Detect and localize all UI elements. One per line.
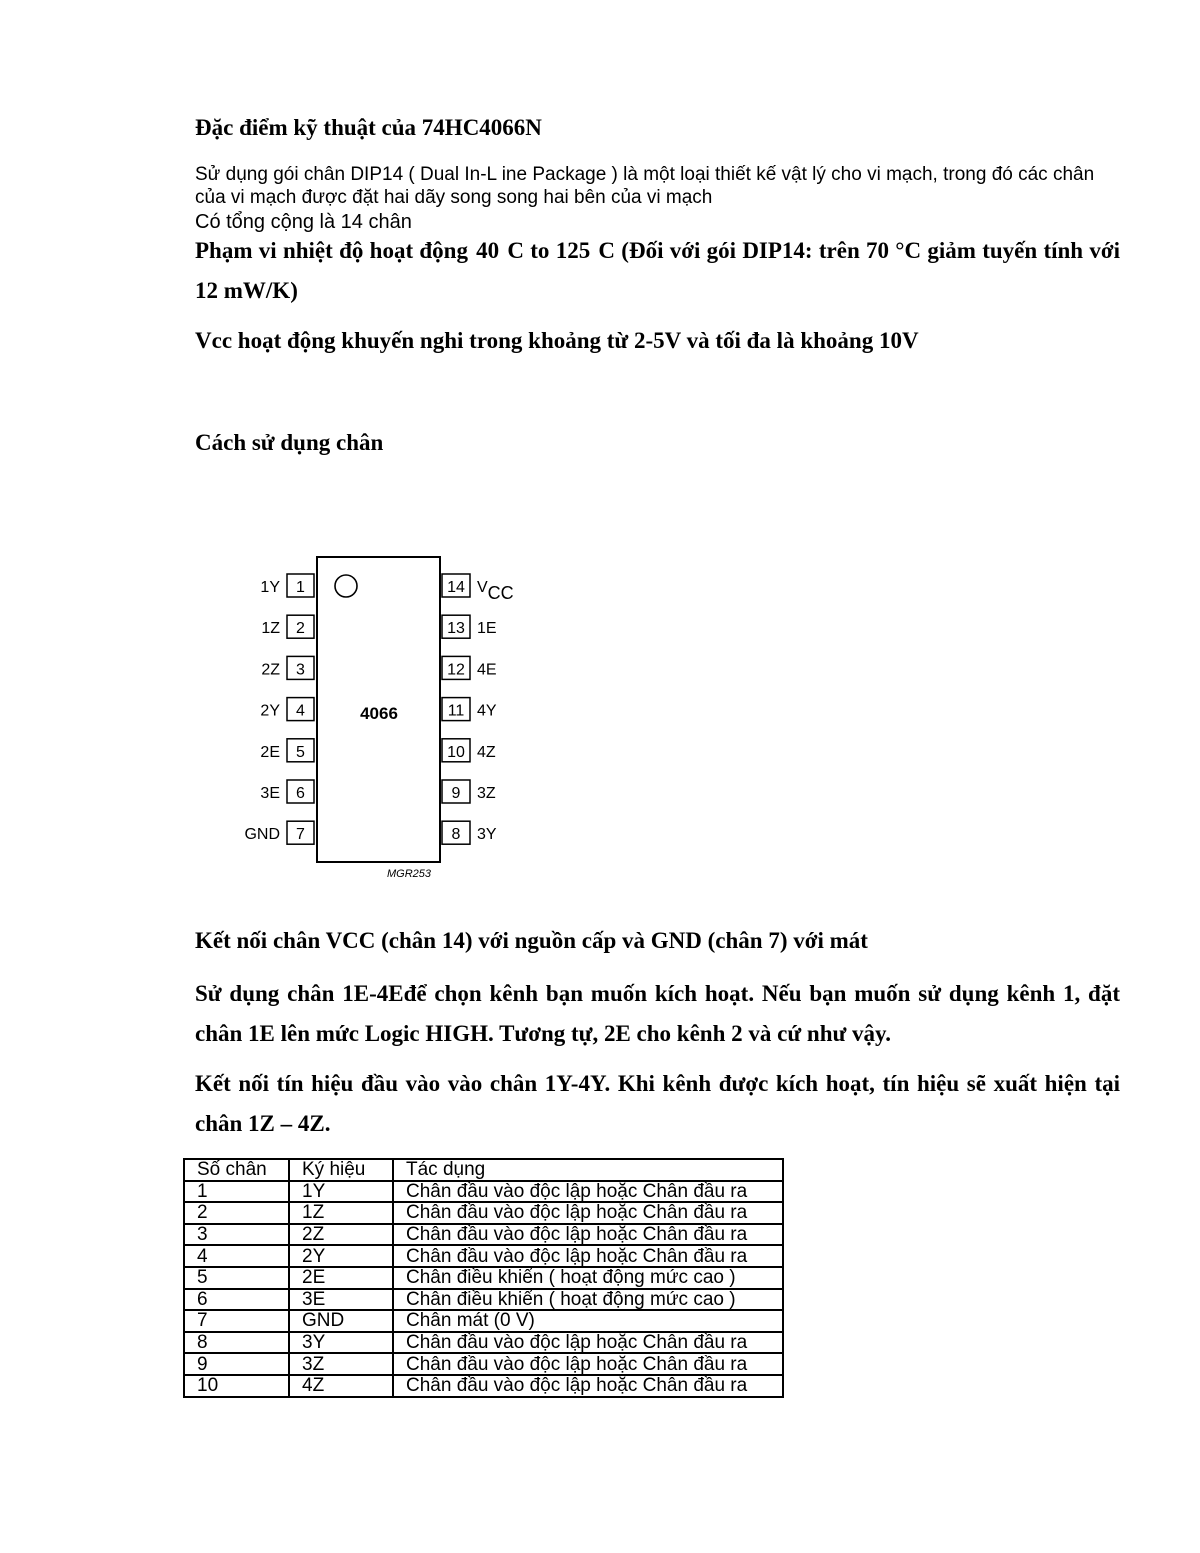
table-header-cell: Ký hiệu [289, 1159, 393, 1181]
table-row [184, 1181, 783, 1203]
pin-name-right [477, 579, 514, 603]
signal-paragraph: Kết nối tín hiệu đầu vào vào chân 1Y-4Y. Khi kênh được kích hoạt, tín hiệu sẽ xuất hiện tại chân 1Z – 4Z. [195, 1071, 1120, 1136]
pin-name-right-subscript: CC [487, 583, 514, 603]
table-cell: Chân đầu vào độc lập hoặc Chân đầu ra [393, 1224, 783, 1246]
pin-number-left: 2 [296, 620, 305, 638]
table-cell: GND [289, 1310, 393, 1332]
pin-usage-heading: Cách sử dụng chân [195, 430, 384, 455]
pin-number-right: 11 [447, 702, 465, 720]
intro-paragraph: Sử dụng gói chân DIP14 ( Dual In-L ine Package ) là một loại thiết kế vật lý cho vi mạch, trong đó các chân của vi mạch được đặt hai dãy song song hai bên của vi mạch [195, 164, 1095, 208]
pin-number-left: 1 [296, 579, 305, 596]
pin-name-right [477, 620, 497, 637]
pin-name-right [477, 661, 497, 678]
pin-name-right-main: 4Y [477, 702, 497, 720]
pin-number-right: 12 [447, 661, 465, 679]
table-row [184, 1202, 783, 1224]
table-cell: 2 [184, 1202, 289, 1224]
table-cell: Chân điều khiển ( hoạt động mức cao ) [393, 1267, 783, 1289]
vcc-paragraph: Vcc hoạt động khuyến nghi trong khoảng từ 2-5V và tối đa là khoảng 10V [195, 328, 919, 353]
table-row [184, 1332, 783, 1354]
pin-name-left: 2Z [261, 661, 280, 679]
pin-name-right-main: 3Z [477, 785, 496, 802]
page-title: Đặc điểm kỹ thuật của 74HC4066N [195, 115, 542, 140]
pin-name-left: 1Z [261, 620, 280, 638]
table-cell: Chân đầu vào độc lập hoặc Chân đầu ra [393, 1332, 783, 1354]
pin-name-right-main: 4E [477, 661, 497, 679]
table-cell: 4 [184, 1245, 289, 1267]
connect-paragraph: Kết nối chân VCC (chân 14) với nguồn cấp và GND (chân 7) với mát [195, 928, 868, 953]
table-cell: 5 [184, 1267, 289, 1289]
table-cell: 2Z [289, 1224, 393, 1246]
table-row [184, 1289, 783, 1311]
table-cell: 9 [184, 1353, 289, 1375]
pin-count-line: Có tổng cộng là 14 chân [195, 211, 412, 233]
diagram-caption: MGR253 [387, 868, 432, 880]
table-row [184, 1245, 783, 1267]
pin-name-right-main: 3Y [477, 826, 497, 844]
table-cell: Chân đầu vào độc lập hoặc Chân đầu ra [393, 1245, 783, 1267]
select-channel-paragraph: Sử dụng chân 1E-4Eđể chọn kênh bạn muốn kích hoạt. Nếu bạn muốn sử dụng kênh 1, đặt chân 1E lên mức Logic HIGH. Tương tự, 2E cho kênh 2 và cứ như vậy. [195, 981, 1120, 1046]
pin-name-right [477, 703, 497, 720]
chip-label: 4066 [360, 704, 398, 723]
pin-number-left: 7 [296, 826, 305, 844]
pin-name-right [477, 826, 497, 843]
pinout-diagram [230, 550, 530, 890]
table-cell: 7 [184, 1310, 289, 1332]
pin-number-left: 3 [296, 661, 305, 679]
table-row [184, 1353, 783, 1375]
pin-name-right [477, 785, 496, 802]
pin-number-right: 14 [447, 579, 465, 596]
table-cell: 2E [289, 1267, 393, 1289]
pin-name-left: 3E [260, 785, 280, 802]
table-cell: Chân đầu vào độc lập hoặc Chân đầu ra [393, 1375, 783, 1397]
table-cell: 3Z [289, 1353, 393, 1375]
pin-name-left: 1Y [260, 579, 280, 596]
table-cell: 8 [184, 1332, 289, 1354]
table-cell: 2Y [289, 1245, 393, 1267]
table-cell: Chân điều khiển ( hoạt động mức cao ) [393, 1289, 783, 1311]
table-cell: Chân đầu vào độc lập hoặc Chân đầu ra [393, 1181, 783, 1203]
table-header-row [184, 1159, 783, 1181]
table-row [184, 1375, 783, 1397]
pin-number-right: 13 [447, 620, 465, 638]
table-cell: 3Y [289, 1332, 393, 1354]
table-header-cell: Số chân [184, 1159, 289, 1181]
table-cell: 3E [289, 1289, 393, 1311]
table-cell: Chân đầu vào độc lập hoặc Chân đầu ra [393, 1202, 783, 1224]
table-cell: Chân mát (0 V) [393, 1310, 783, 1332]
pin-name-right-main: 4Z [477, 743, 496, 761]
temperature-range-paragraph: Phạm vi nhiệt độ hoạt động 40 C to 125 C (Đối với gói DIP14: trên 70 °C giảm tuyến tính với 12 mW/K) [195, 238, 1120, 303]
table-cell: 1 [184, 1181, 289, 1203]
pin-name-right [477, 744, 496, 761]
pin-number-left: 5 [296, 743, 305, 761]
table-cell: 4Z [289, 1375, 393, 1397]
pin-name-left: 2Y [260, 702, 280, 720]
pin-name-left: GND [244, 826, 280, 844]
table-cell: 1Z [289, 1202, 393, 1224]
pin-function-table [183, 1158, 784, 1398]
pin-name-right-main: 1E [477, 620, 497, 638]
table-cell: 1Y [289, 1181, 393, 1203]
pin-number-right: 9 [451, 785, 461, 802]
table-cell: 6 [184, 1289, 289, 1311]
pin-name-right-main: V [477, 579, 488, 596]
table-header-cell: Tác dụng [393, 1159, 783, 1181]
pin-number-right: 8 [451, 826, 461, 844]
pin-number-left: 6 [296, 785, 305, 802]
pin-number-right: 10 [447, 743, 465, 761]
table-cell: 10 [184, 1375, 289, 1397]
table-row [184, 1267, 783, 1289]
table-row [184, 1310, 783, 1332]
pin-number-left: 4 [296, 702, 305, 720]
table-cell: 3 [184, 1224, 289, 1246]
table-row [184, 1224, 783, 1246]
pin-name-left: 2E [260, 743, 280, 761]
table-cell: Chân đầu vào độc lập hoặc Chân đầu ra [393, 1353, 783, 1375]
pin1-notch-marker [335, 575, 357, 597]
